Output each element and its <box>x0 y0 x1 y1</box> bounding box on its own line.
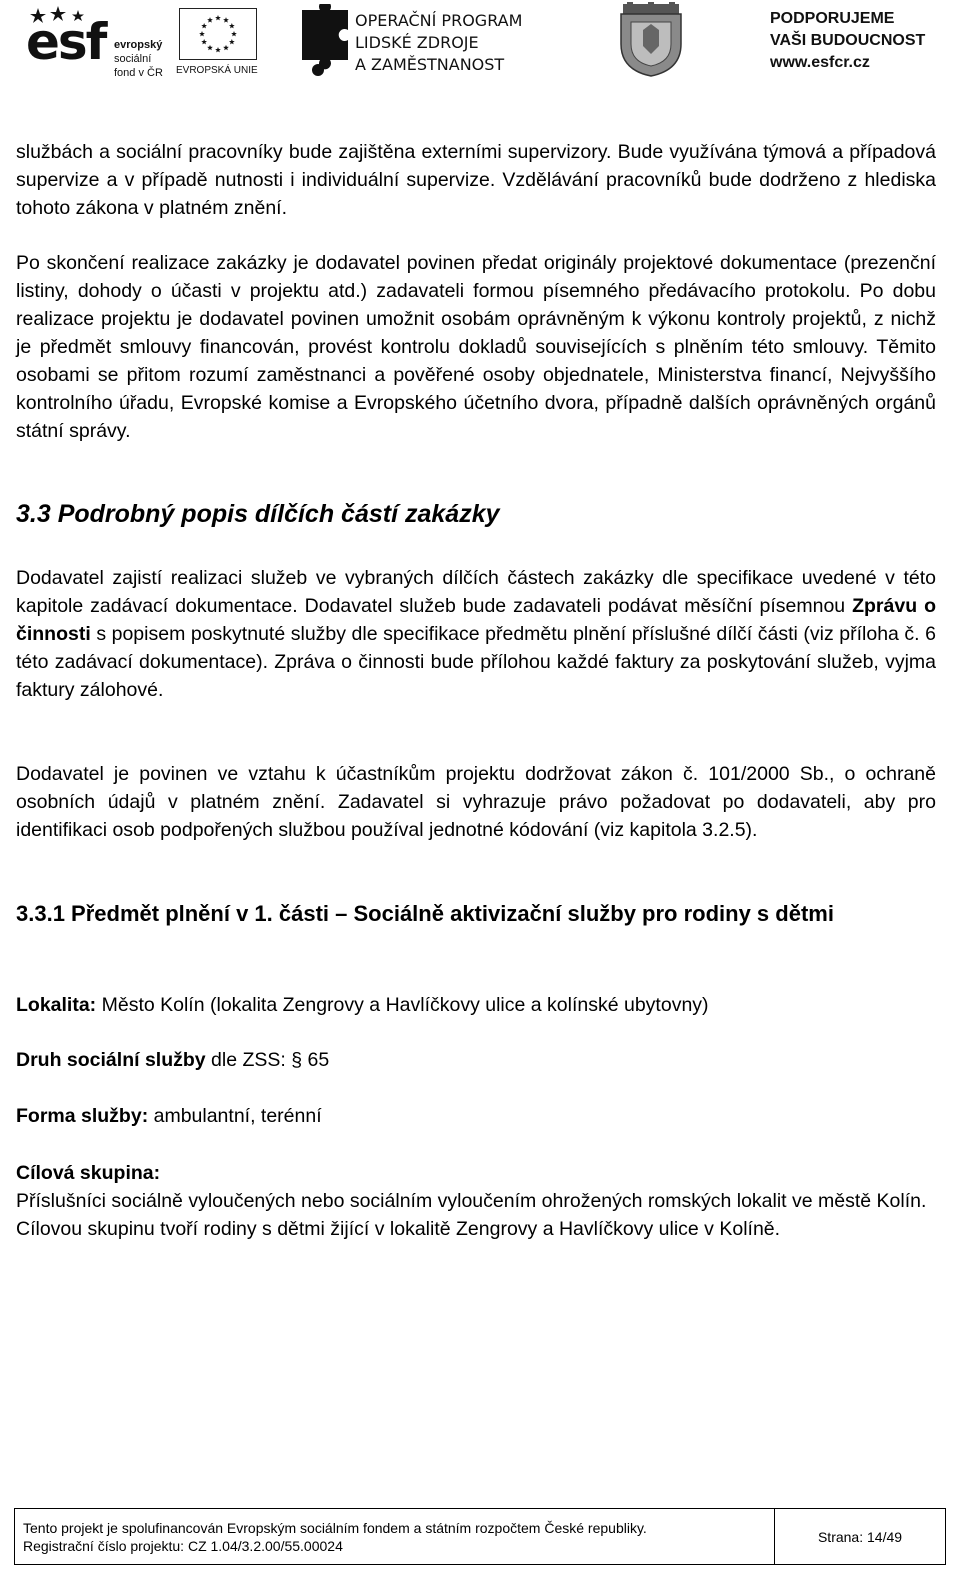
support-line1: PODPORUJEME <box>770 10 895 27</box>
paragraph-activity-report-part2: s popisem poskytnuté služby dle specifikace předmětu plnění příslušné dílčí části (viz příloha č. 6 této zadávací dokumentace). Zpráva o činnosti bude přílohou každé faktury za poskytování služeb, vyjma faktury zálohové. <box>16 623 936 701</box>
paragraph-supervision: službách a sociální pracovníky bude zajištěna externími supervizory. Bude využívána týmová a případová supervize a v případě nutnosti i individuální supervize. Vzdělávání pracovníků bude dodrženo z hlediska tohoto zákona v platném znění. <box>16 141 936 219</box>
section-heading-3-3: 3.3 Podrobný popis dílčích částí zakázky <box>16 500 500 528</box>
footer-funding-text: Tento projekt je spolufinancován Evropským sociálním fondem a státním rozpočtem České republiky. <box>23 1520 647 1536</box>
footer-registration-number: Registrační číslo projektu: CZ 1.04/3.2.00/55.00024 <box>23 1538 343 1554</box>
paragraph-documentation: Po skončení realizace zakázky je dodavatel povinen předat originály projektové dokumentace (prezenční listiny, dohody o účasti v projektu atd.) zadavateli formou písemného předávacího protokolu. Po dobu realizace projektu je dodavatel povinen umožnit osobám oprávněným k výkonu kontroly projektů, z nichž je předmět smlouvy financován, provést kontrolu dokladů souvisejících s plněním této smlouvy. Těmito osobami se přitom rozumí zaměstnanci a pověřené osoby objednatele, Ministerstva financí, Nejvyššího kontrolního úřadu, Evropské komise a Evropského účetního dvora, případně dalších oprávněných orgánů státní správy. <box>16 252 936 442</box>
op-line3: A ZAMĚSTNANOST <box>355 55 505 74</box>
section-heading-3-3-1: 3.3.1 Předmět plnění v 1. části – Sociálně aktivizační služby pro rodiny s dětmi <box>16 901 834 926</box>
service-form-row <box>16 1102 322 1130</box>
page-header <box>0 0 960 90</box>
esf-logo <box>26 6 174 78</box>
eu-star <box>199 31 205 36</box>
esf-label-line2: sociální <box>114 53 152 65</box>
service-type-label: Druh sociální služby <box>16 1049 206 1071</box>
eu-star <box>207 17 213 22</box>
paragraph-activity-report <box>16 564 936 704</box>
eu-star <box>215 15 221 20</box>
city-crest-icon <box>617 2 685 78</box>
op-lzz-text <box>355 10 522 76</box>
op-lzz-logo <box>298 4 548 80</box>
support-logo <box>770 8 950 78</box>
page-number: Strana: 14/49 <box>817 1528 903 1545</box>
eu-label: EVROPSKÁ UNIE <box>176 65 258 76</box>
op-line1: OPERAČNÍ PROGRAM <box>355 11 523 30</box>
support-text <box>770 8 925 74</box>
eu-star <box>223 45 229 50</box>
service-form-value: ambulantní, terénní <box>148 1105 322 1127</box>
locality-row <box>16 991 709 1019</box>
puzzle-icon <box>298 4 352 78</box>
service-form-label: Forma služby: <box>16 1105 149 1127</box>
esf-label-line1: evropský <box>114 39 163 51</box>
eu-flag-icon <box>179 8 257 60</box>
eu-logo <box>176 6 262 78</box>
esf-mark: esf <box>26 13 106 71</box>
target-group-label: Cílová skupina: <box>16 1162 161 1184</box>
eu-star <box>229 39 235 44</box>
activity-report-term: Zprávu o činnosti <box>16 595 937 645</box>
page-footer <box>14 1508 946 1565</box>
eu-star <box>207 45 213 50</box>
support-url: www.esfcr.cz <box>770 54 870 71</box>
esf-label-line3: fond v ČR <box>114 67 163 79</box>
paragraph-data-protection: Dodavatel je povinen ve vztahu k účastníkům projektu dodržovat zákon č. 101/2000 Sb., o ochraně osobních údajů v platném znění. Zadavatel si vyhrazuje právo požadovat po dodavateli, aby pro identifikaci osob podpořených službou používal jednotné kódování (viz kapitola 3.2.5). <box>16 763 936 841</box>
service-type-value: dle ZSS: § 65 <box>205 1049 330 1071</box>
footer-funding-note <box>15 1509 775 1564</box>
paragraph-activity-report-part1: Dodavatel zajistí realizaci služeb ve vybraných dílčích částech zakázky dle specifikace uvedené v této kapitole zadávací dokumentace. Dodavatel služeb bude zadavateli podávat měsíční písemnou <box>16 567 936 617</box>
eu-star <box>229 23 235 28</box>
eu-star <box>201 39 207 44</box>
locality-label: Lokalita: <box>16 994 97 1016</box>
locality-value: Město Kolín (lokalita Zengrovy a Havlíčkovy ulice a kolínské ubytovny) <box>96 994 709 1016</box>
eu-star <box>201 23 207 28</box>
eu-star <box>231 31 237 36</box>
target-group-row <box>16 1159 160 1187</box>
service-type-row <box>16 1046 329 1074</box>
support-line2: VAŠI BUDOUCNOST <box>770 32 926 49</box>
eu-star <box>215 47 221 52</box>
eu-star <box>223 17 229 22</box>
op-line2: LIDSKÉ ZDROJE <box>355 33 479 52</box>
target-group-value: Příslušníci sociálně vyloučených nebo sociálním vyloučením ohrožených romských lokalit ve městě Kolín. Cílovou skupinu tvoří rodiny s dětmi žijící v lokalitě Zengrovy a Havlíčkovy ulice v Kolíně. <box>16 1190 927 1240</box>
esf-label <box>114 38 163 80</box>
